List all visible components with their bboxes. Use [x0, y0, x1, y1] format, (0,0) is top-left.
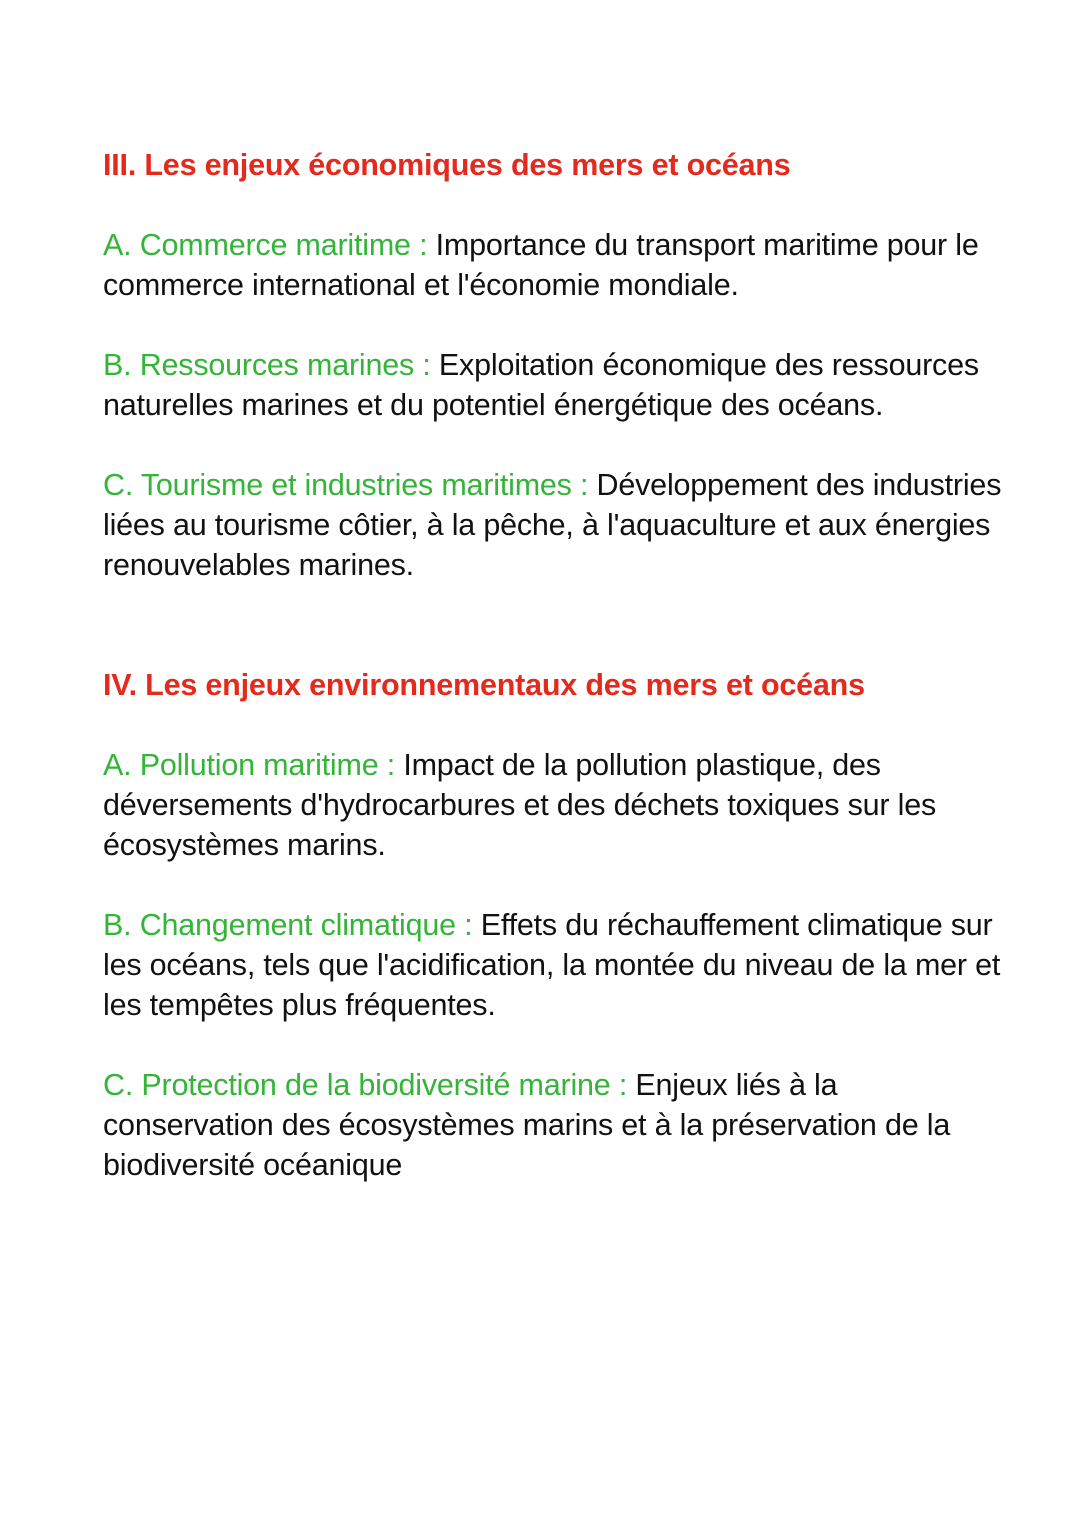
- item-description: Exploitation économique des ressources naturelles marines et du potentiel énergétique des océans.: [103, 348, 979, 422]
- item-description: Importance du transport maritime pour le commerce international et l'économie mondiale.: [103, 228, 979, 302]
- item-pollution-maritime: [103, 745, 1003, 865]
- item-description: Impact de la pollution plastique, des déversements d'hydrocarbures et des déchets toxiques sur les écosystèmes marins.: [103, 748, 937, 862]
- item-label: B. Ressources marines :: [103, 348, 439, 382]
- item-label: A. Commerce maritime :: [103, 228, 436, 262]
- item-label: C. Tourisme et industries maritimes :: [103, 468, 597, 502]
- section-title-economic: III. Les enjeux économiques des mers et océans: [103, 148, 791, 182]
- item-tourisme-industries: [103, 465, 1003, 585]
- item-description: Effets du réchauffement climatique sur les océans, tels que l'acidification, la montée du niveau de la mer et les tempêtes plus fréquentes.: [103, 908, 1001, 1022]
- item-protection-biodiversite: [103, 1065, 1003, 1185]
- item-description: Enjeux liés à la conservation des écosystèmes marins et à la préservation de la biodiversité océanique: [103, 1068, 951, 1182]
- item-label: C. Protection de la biodiversité marine :: [103, 1068, 636, 1102]
- item-description: Développement des industries liées au tourisme côtier, à la pêche, à l'aquaculture et aux énergies renouvelables marines.: [103, 468, 1002, 582]
- item-commerce-maritime: [103, 225, 1003, 305]
- item-changement-climatique: [103, 905, 1003, 1025]
- item-label: B. Changement climatique :: [103, 908, 481, 942]
- item-label: A. Pollution maritime :: [103, 748, 404, 782]
- item-ressources-marines: [103, 345, 1003, 425]
- document-page: [103, 143, 1003, 1185]
- section-title-environmental: IV. Les enjeux environnementaux des mers et océans: [103, 668, 865, 702]
